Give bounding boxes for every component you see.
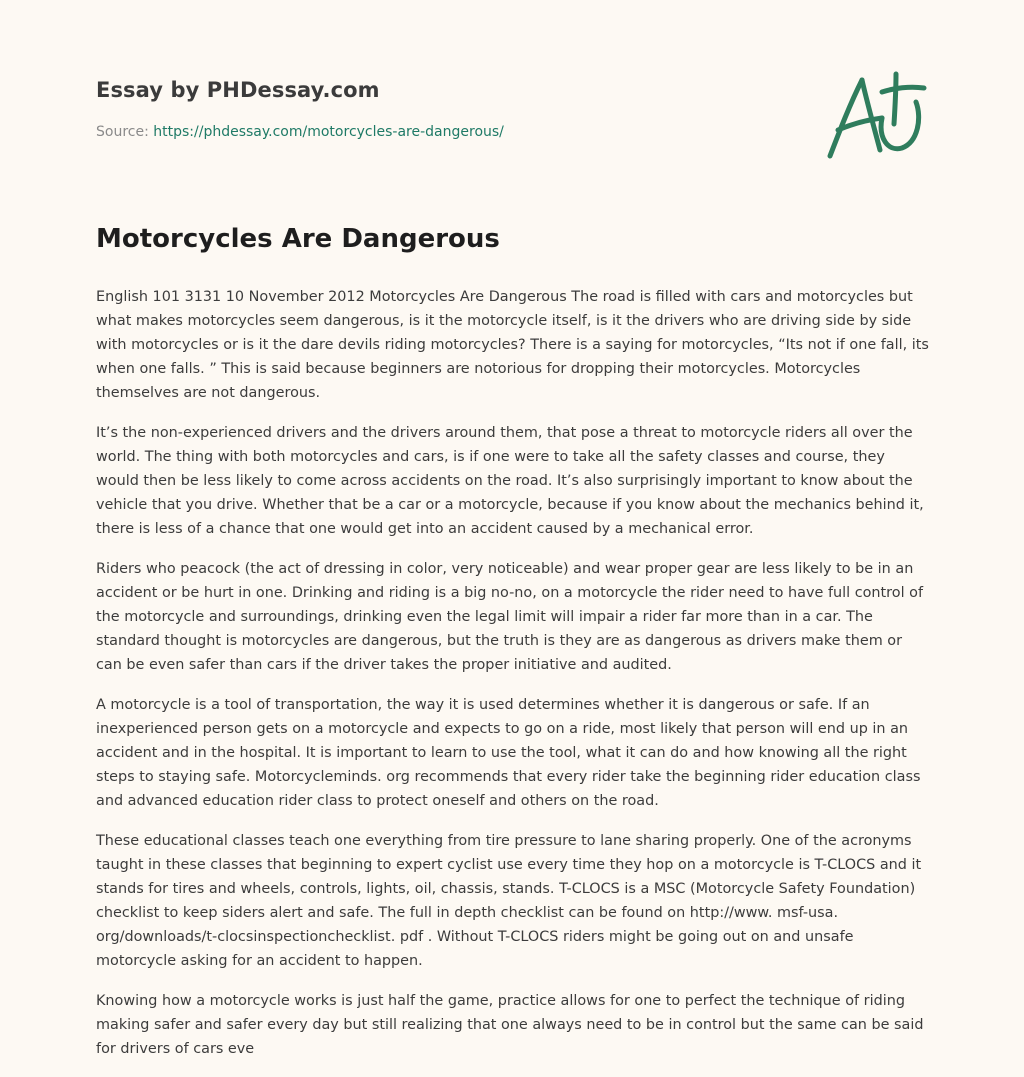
essay-paragraph: A motorcycle is a tool of transportation, the way it is used determines whether it is dangerous or safe. If an inexperienced person gets on a motorcycle and expects to go on a ride, most likely that person will end up in an accident and in the hospital. It is important to learn to use the tool, what it can do and how knowing all the right steps to staying safe. Motorcycleminds. org recommends that every rider take the beginning rider education class and advanced education rider class to protect oneself and others on the road. bbox=[96, 697, 921, 809]
essay-paragraph: Riders who peacock (the act of dressing in color, very noticeable) and wear proper gear are less likely to be in an accident or be hurt in one. Drinking and riding is a big no-no, on a motorcycle the rider need to have full control of the motorcycle and surroundings, drinking even the legal limit will impair a rider far more than in a car. The standard thought is motorcycles are dangerous, but the truth is they are as dangerous as drivers make them or can be even safer than cars if the driver takes the proper initiative and audited. bbox=[96, 561, 924, 673]
essay-paragraph: Knowing how a motorcycle works is just half the game, practice allows for one to perfect the technique of riding making safer and safer every day but still realizing that one always need to be in control but the same can be said for drivers of cars eve bbox=[96, 993, 924, 1057]
essay-body bbox=[96, 285, 932, 1077]
essay-paragraph: It’s the non-experienced drivers and the drivers around them, that pose a threat to motorcycle riders all over the world. The thing with both motorcycles and cars, is if one were to take all the safety classes and course, they would then be less likely to come across accidents on the road. It’s also surprisingly important to know about the vehicle that you drive. Whether that be a car or a motorcycle, because if you know about the mechanics behind it, there is less of a chance that one would get into an accident caused by a mechanical error. bbox=[96, 425, 924, 537]
site-brand: Essay by PHDessay.com bbox=[96, 78, 380, 102]
essay-paragraph: English 101 3131 10 November 2012 Motorcycles Are Dangerous The road is filled with cars and motorcycles but what makes motorcycles seem dangerous, is it the motorcycle itself, is it the drivers who are driving side by side with motorcycles or is it the dare devils riding motorcycles? There is a saying for motorcycles, “Its not if one fall, its when one falls. ” This is said because beginners are notorious for dropping their motorcycles. Motorcycles themselves are not dangerous. bbox=[96, 289, 929, 401]
essay-paragraph: These educational classes teach one everything from tire pressure to lane sharing properly. One of the acronyms taught in these classes that beginning to expert cyclist use every time they hop on a motorcycle is T-CLOCS and it stands for tires and wheels, controls, lights, oil, chassis, stands. T-CLOCS is a MSC (Motorcycle Safety Foundation) checklist to keep siders alert and safe. The full in depth checklist can be found on http://www. msf-usa. org/downloads/t-clocsinspectionchecklist. pdf . Without T-CLOCS riders might be going out on and unsafe motorcycle asking for an accident to happen. bbox=[96, 833, 922, 969]
source-line bbox=[96, 124, 504, 140]
source-link[interactable]: https://phdessay.com/motorcycles-are-dangerous/ bbox=[153, 124, 504, 140]
source-label: Source: bbox=[96, 124, 154, 140]
a-plus-logo-icon bbox=[822, 68, 928, 164]
essay-title: Motorcycles Are Dangerous bbox=[96, 224, 500, 254]
